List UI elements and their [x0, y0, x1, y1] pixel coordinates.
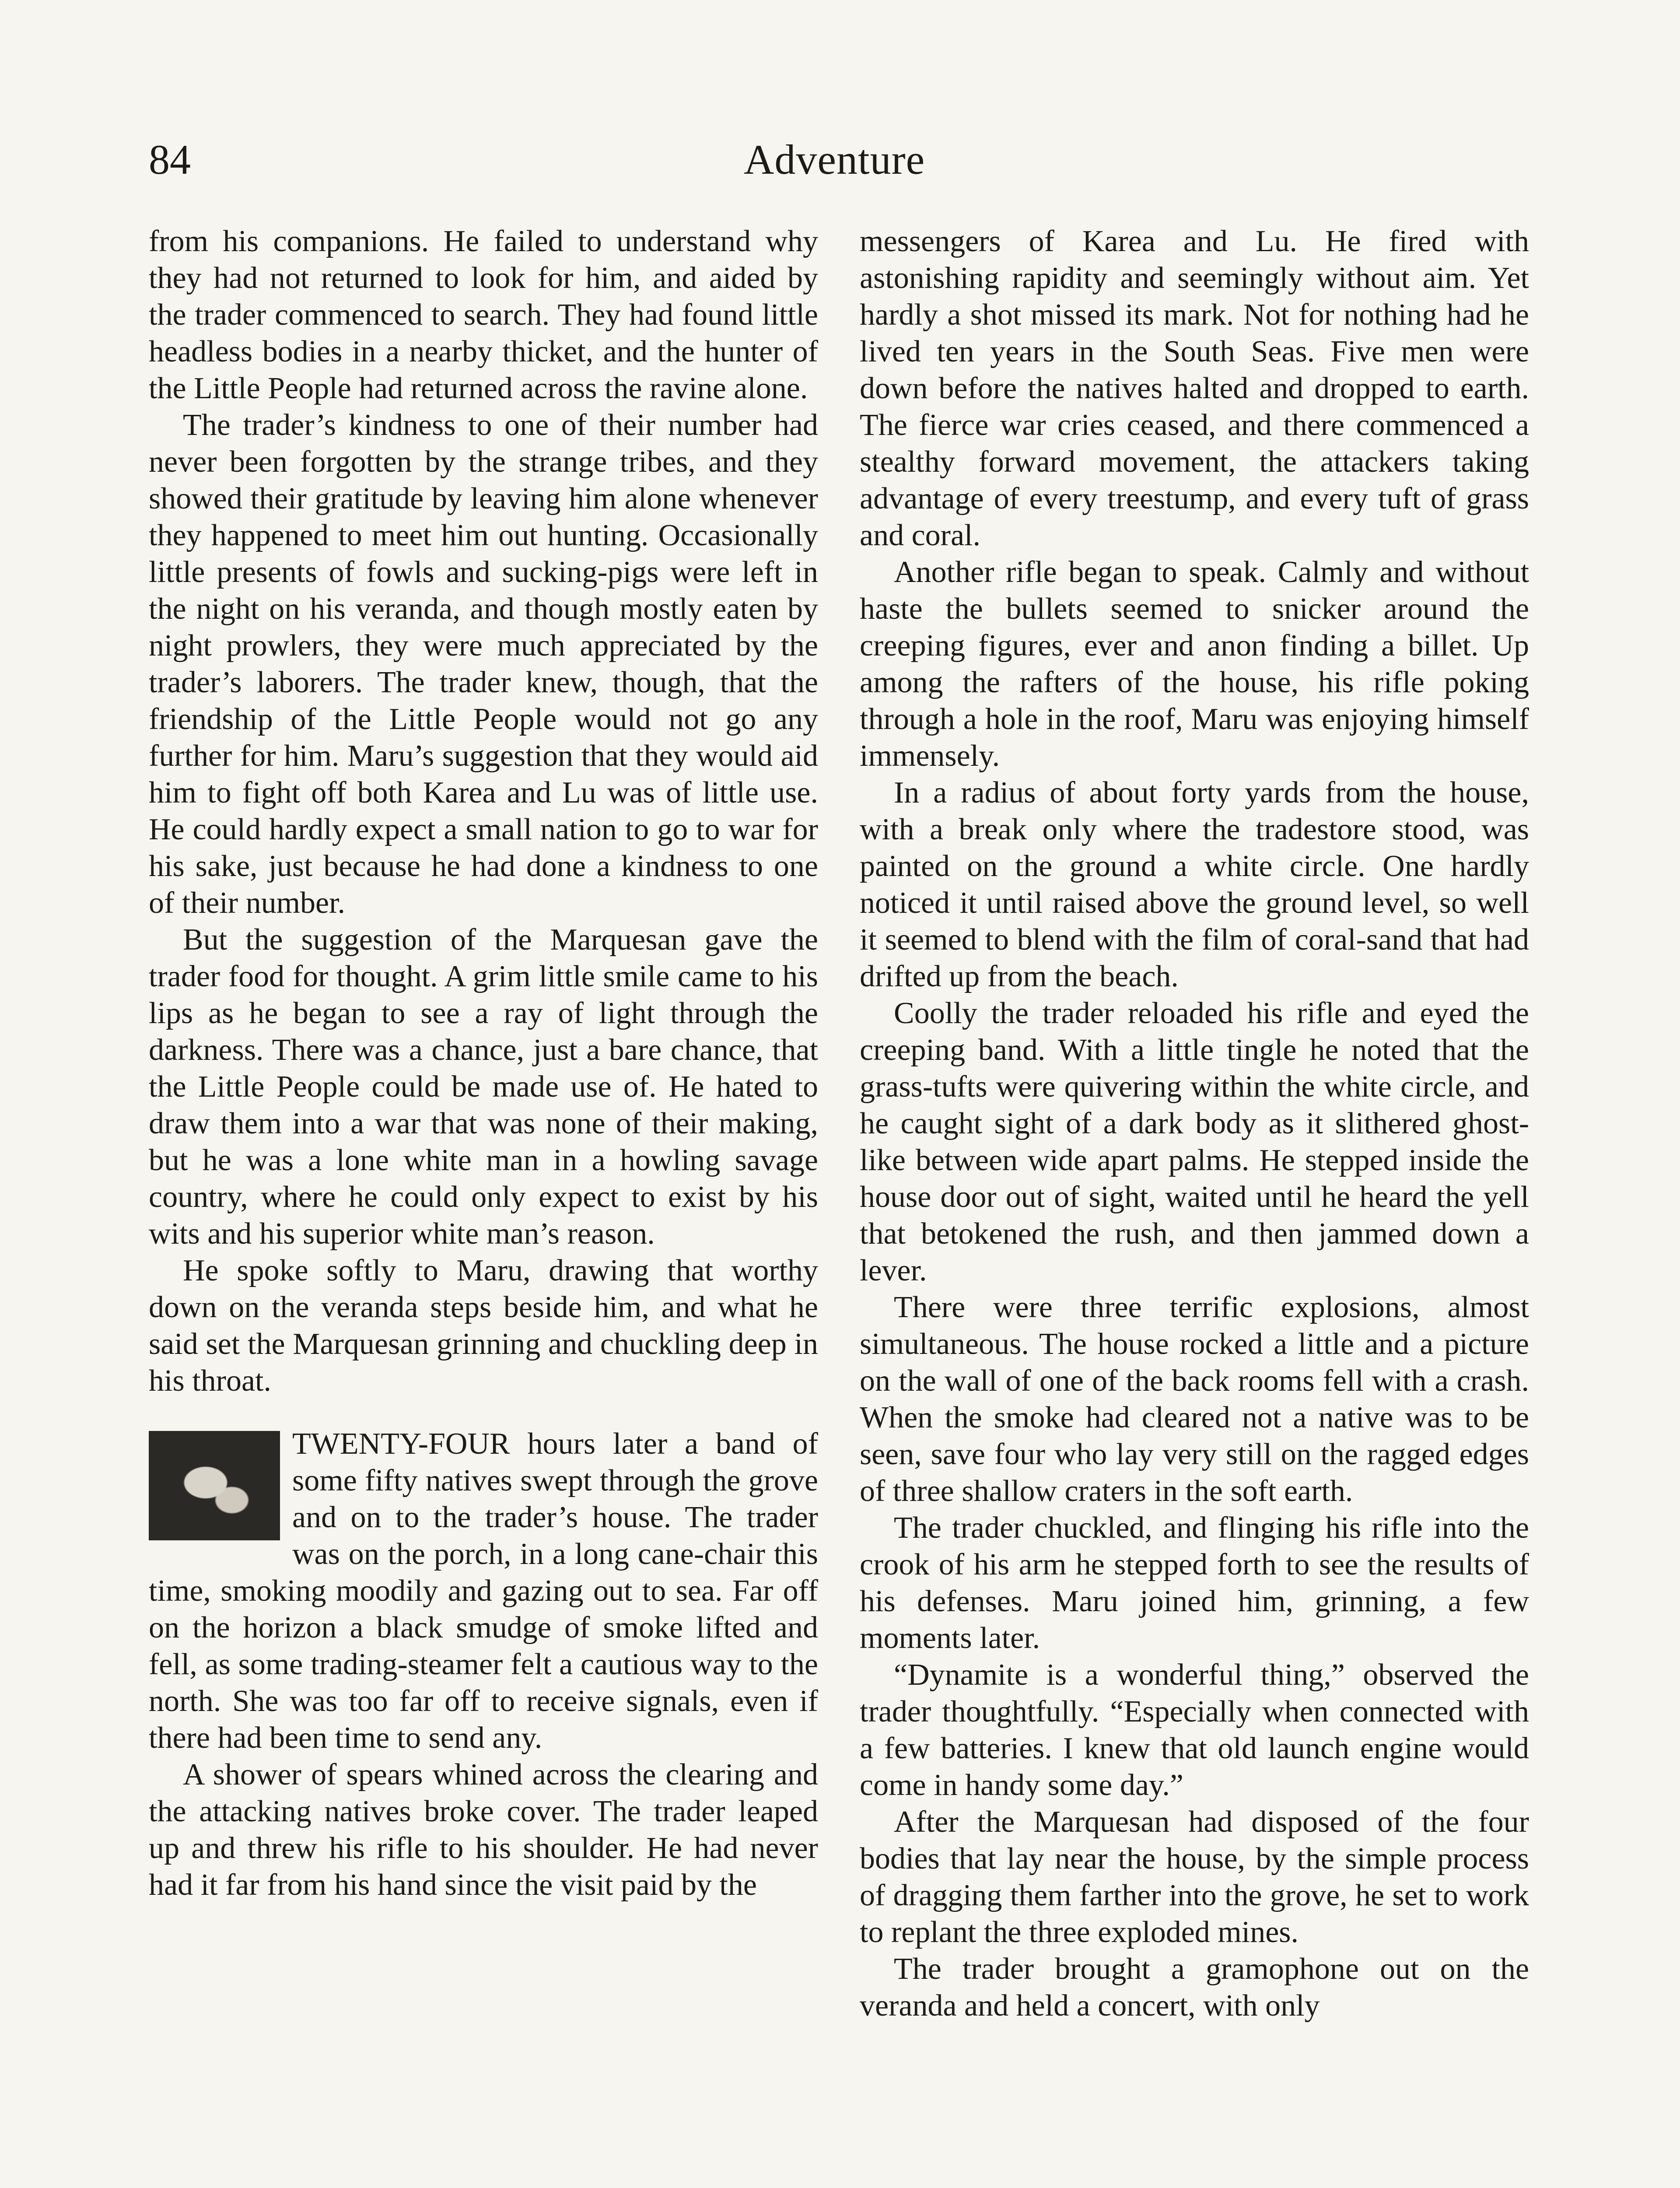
paragraph: A shower of spears whined across the clearing and the attacking natives broke cover. The trader leaped up and threw his rifle to his shoulder. He had never had it far from his hand since the visit paid by the: [149, 1758, 818, 1902]
paragraph: He spoke softly to Maru, drawing that worthy down on the veranda steps beside him, and what he said set the Marquesan grinning and chuckling deep in his throat.: [149, 1254, 818, 1398]
paragraph: The trader brought a gramophone out on the veranda and held a concert, with only: [860, 1952, 1529, 2023]
paragraph: TWENTY-FOUR hours later a band of some fifty natives swept through the grove and on to the trader’s house. The trader was on the porch, in a long cane-chair this time, smoking moodily and gazing out to sea. Far off on the horizon a black smudge of smoke lifted and fell, as some trading-steamer felt a cautious way to the north. She was too far off to receive signals, even if there had been time to send any.: [149, 1427, 818, 1755]
page-header: [0, 127, 1680, 193]
running-title: Adventure: [744, 136, 925, 183]
page-number: 84: [149, 136, 191, 183]
paragraph: Another rifle began to speak. Calmly and without haste the bullets seemed to snicker around the creeping figures, ever and anon finding a billet. Up among the rafters of the house, his rifle poking through a hole in the roof, Maru was enjoying himself immensely.: [860, 555, 1529, 773]
drop-cap-paragraph: [149, 1426, 818, 1757]
paragraph: messengers of Karea and Lu. He fired with astonishing rapidity and seemingly without aim. Yet hardly a shot missed its mark. Not for nothing had he lived ten years in the South Seas. Five men were down before the natives halted and dropped to earth. The fierce war cries ceased, and there commenced a stealthy forward movement, the attackers taking advantage of every treestump, and every tuft of grass and coral.: [860, 224, 1529, 552]
section-break: [149, 1399, 818, 1426]
decorative-initial-illustration: [149, 1431, 280, 1540]
paragraph: “Dynamite is a wonderful thing,” observed the trader thoughtfully. “Especially when connected with a few batteries. I knew that old launch engine would come in handy some day.”: [860, 1658, 1529, 1802]
left-column: [149, 223, 818, 1904]
paragraph: from his companions. He failed to understand why they had not returned to look for him, and aided by the trader commenced to search. They had found little headless bodies in a nearby thicket, and the hunter of the Little People had returned across the ravine alone.: [149, 224, 818, 405]
paragraph: The trader chuckled, and flinging his rifle into the crook of his arm he stepped forth to see the results of his defenses. Maru joined him, grinning, a few moments later.: [860, 1511, 1529, 1655]
paragraph: In a radius of about forty yards from the house, with a break only where the tradestore stood, was painted on the ground a white circle. One hardly noticed it until raised above the ground level, so well it seemed to blend with the film of coral-sand that had drifted up from the beach.: [860, 776, 1529, 993]
paragraph: There were three terrific explosions, almost simultaneous. The house rocked a little and a picture on the wall of one of the back rooms fell with a crash. When the smoke had cleared not a native was to be seen, save four who lay very still on the ragged edges of three shallow craters in the soft earth.: [860, 1290, 1529, 1508]
paragraph: Coolly the trader reloaded his rifle and eyed the creeping band. With a little tingle he noted that the grass-tufts were quivering within the white circle, and he caught sight of a dark body as it slithered ghost-like between wide apart palms. He stepped inside the house door out of sight, waited until he heard the yell that betokened the rush, and then jammed down a lever.: [860, 996, 1529, 1287]
paragraph: The trader’s kindness to one of their number had never been forgotten by the strange tribes, and they showed their gratitude by leaving him alone whenever they happened to meet him out hunting. Occasionally little presents of fowls and sucking-pigs were left in the night on his veranda, and though mostly eaten by night prowlers, they were much appreciated by the trader’s laborers. The trader knew, though, that the friendship of the Little People would not go any further for him. Maru’s suggestion that they would aid him to fight off both Karea and Lu was of little use. He could hardly expect a small nation to go to war for his sake, just because he had done a kindness to one of their number.: [149, 408, 818, 920]
paragraph: But the suggestion of the Marquesan gave the trader food for thought. A grim little smile came to his lips as he began to see a ray of light through the darkness. There was a chance, just a bare chance, that the Little People could be made use of. He hated to draw them into a war that was none of their making, but he was a lone white man in a howling savage country, where he could only expect to exist by his wits and his superior white man’s reason.: [149, 923, 818, 1251]
paragraph: After the Marquesan had disposed of the four bodies that lay near the house, by the simple process of dragging them farther into the grove, he set to work to replant the three exploded mines.: [860, 1805, 1529, 1949]
right-column: [860, 223, 1529, 2024]
